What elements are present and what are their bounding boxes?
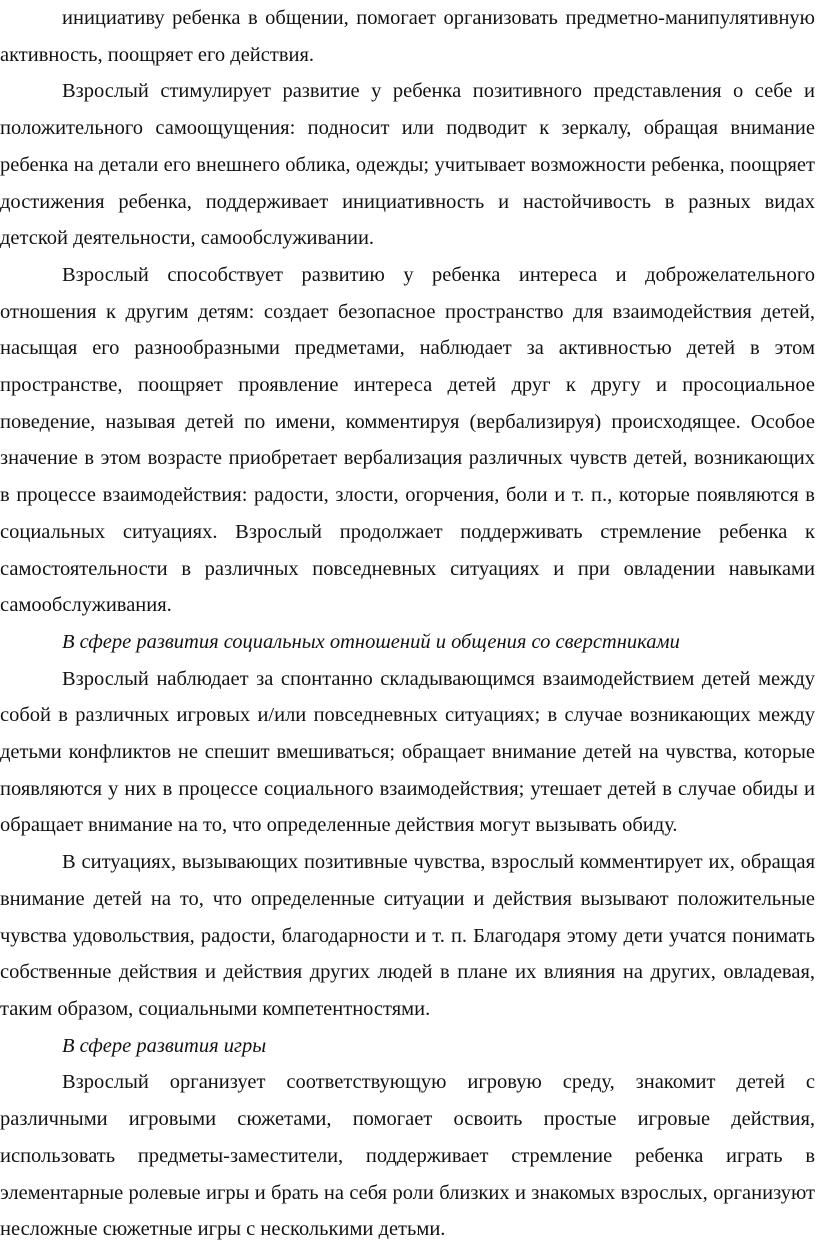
section-heading-play: В сфере развития игры [62,1034,267,1057]
paragraph-initiative-continued: инициативу ребенка в общении, помогает организовать предметно-манипулятивную активность, поощряет его действия. [0,7,815,66]
paragraph-observation: Взрослый наблюдает за спонтанно складывающимся взаимодействием детей между собой в различных игровых и/или повседневных ситуациях; в случае возникающих между детьми конфликтов не спешит вмешиваться; обращает внимание детей на чувства, которые появляются у них в процессе социального взаимодействия; утешает детей в случае обиды и обращает внимание на то, что определенные действия могут вызывать обиду. [0,667,815,837]
section-heading-social: В сфере развития социальных отношений и общения со сверстниками [62,630,680,653]
paragraph-self-image: Взрослый стимулирует развитие у ребенка позитивного представления о себе и положительного самоощущения: подносит или подводит к зеркалу, обращая внимание ребенка на детали его внешнего облика, одежды; учитывает возможности ребенка, поощряет достижения ребенка, поддерживает инициативность и настойчивость в разных видах детской деятельности, самообслуживании. [0,80,815,250]
paragraph-interest-in-peers: Взрослый способствует развитию у ребенка интереса и доброжелательного отношения к другим детям: создает безопасное пространство для взаимодействия детей, насыщая его разнообразными предметами, наблюдает за активностью детей в этом пространстве, поощряет проявление интереса детей друг к другу и просоциальное поведение, называя детей по имени, комментируя (вербализируя) происходящее. Особое значение в этом возрасте приобретает вербализация различных чувств детей, возникающих в процессе взаимодействия: радости, злости, огорчения, боли и т. п., которые появляются в социальных ситуациях. Взрослый продолжает поддерживать стремление ребенка к самостоятельности в различных повседневных ситуациях и при овладении навыками самообслуживания. [0,263,815,617]
paragraph-play-environment: Взрослый организует соответствующую игровую среду, знакомит детей с различными игровыми сюжетами, помогает освоить простые игровые действия, использовать предметы-заместители, поддерживает стремление ребенка играть в элементарные ролевые игры и брать на себя роли близких и знакомых взрослых, организуют несложные сюжетные игры с несколькими детьми. [0,1071,815,1241]
paragraph-positive-feelings: В ситуациях, вызывающих позитивные чувства, взрослый комментирует их, обращая внимание детей на то, что определенные ситуации и действия вызывают положительные чувства удовольствия, радости, благодарности и т. п. Благодаря этому дети учатся понимать собственные действия и действия других людей в плане их влияния на других, овладевая, таким образом, социальными компетентностями. [0,851,815,1020]
